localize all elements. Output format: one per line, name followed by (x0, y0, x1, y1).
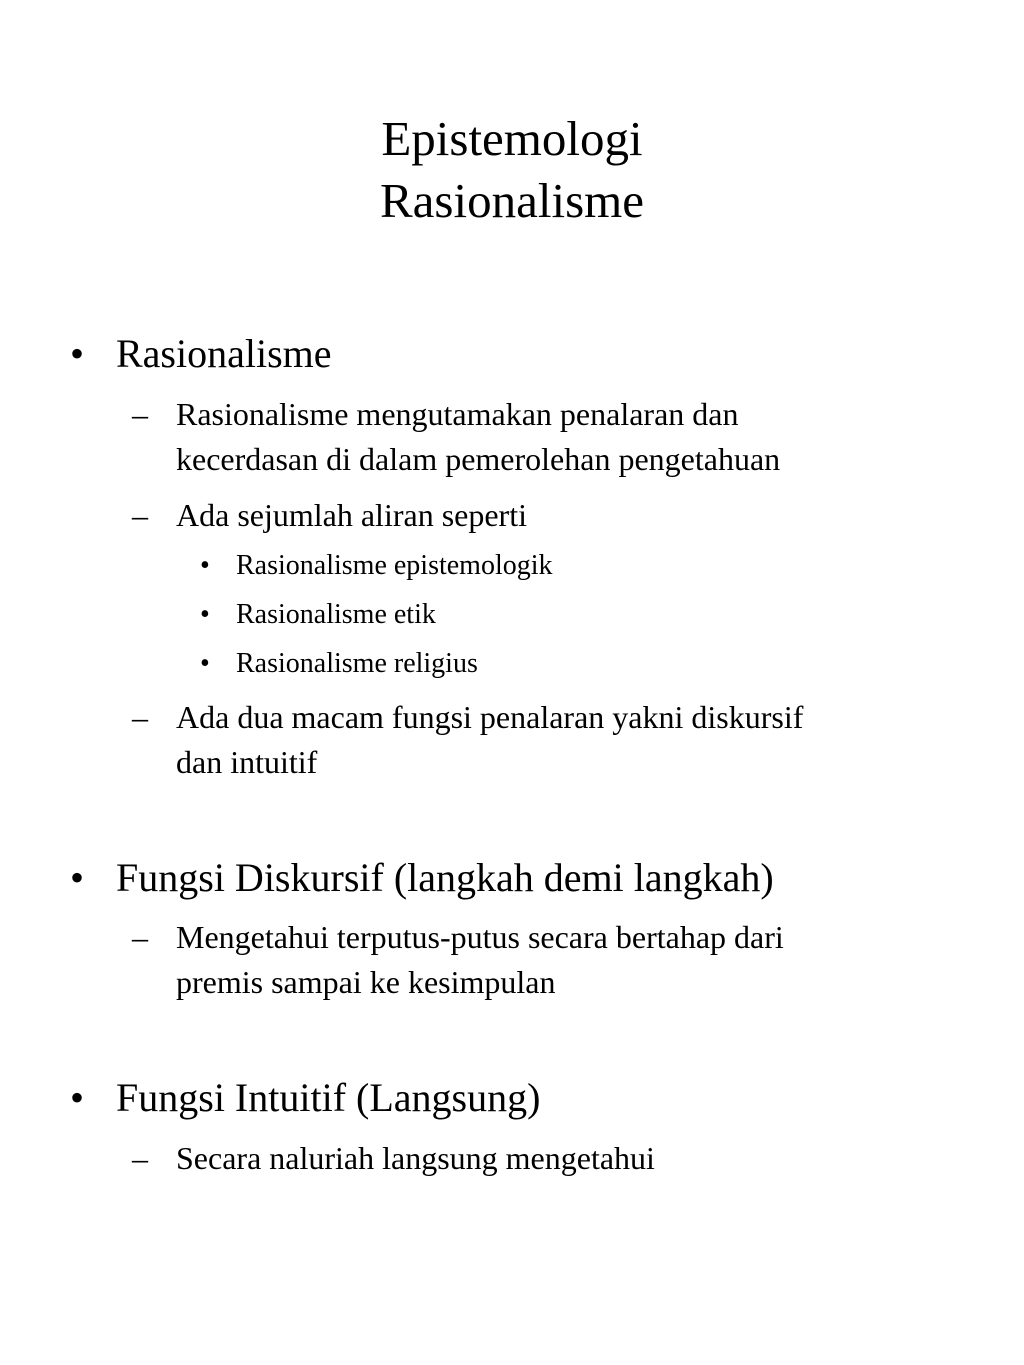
dash-marker: – (132, 396, 148, 432)
sub-bullet-line: premis sampai ke kesimpulan (176, 964, 556, 1000)
dash-marker: – (132, 497, 148, 533)
dash-marker: – (132, 699, 148, 735)
bullet-text: Fungsi Intuitif (Langsung) (116, 1075, 541, 1120)
bullet-marker: • (70, 1075, 85, 1120)
bullet-text: Fungsi Diskursif (langkah demi langkah) (116, 855, 774, 900)
sub-sub-bullet-text: Rasionalisme etik (236, 599, 436, 630)
bullet-marker: • (200, 550, 210, 581)
sub-bullet-text (176, 695, 966, 785)
sub-bullet-line: Mengetahui terputus-putus secara bertahap dari (176, 919, 784, 955)
title-line-1: Epistemologi (381, 111, 643, 166)
dash-marker: – (132, 1140, 148, 1176)
bullet-marker: • (200, 648, 210, 679)
sub-bullet-line: Secara naluriah langsung mengetahui (176, 1140, 655, 1176)
sub-bullet-text (176, 392, 966, 482)
sub-bullet-line: Ada dua macam fungsi penalaran yakni diskursif (176, 699, 804, 735)
sub-sub-bullet-text: Rasionalisme religius (236, 648, 478, 679)
bullet-marker: • (70, 331, 85, 376)
slide-title (0, 108, 1024, 232)
sub-bullet-text (176, 1136, 966, 1181)
sub-bullet-line: Rasionalisme mengutamakan penalaran dan (176, 396, 739, 432)
title-line-2: Rasionalisme (379, 173, 645, 228)
bullet-marker: • (200, 599, 210, 630)
bullet-text: Rasionalisme (116, 331, 332, 376)
bullet-marker: • (70, 855, 85, 900)
sub-bullet-text (176, 915, 966, 1005)
sub-sub-bullet-text: Rasionalisme epistemologik (236, 550, 553, 581)
dash-marker: – (132, 919, 148, 955)
sub-bullet-line: Ada sejumlah aliran seperti (176, 497, 527, 533)
sub-bullet-text (176, 493, 966, 538)
sub-bullet-line: kecerdasan di dalam pemerolehan pengetahuan (176, 441, 781, 477)
sub-bullet-line: dan intuitif (176, 744, 318, 780)
